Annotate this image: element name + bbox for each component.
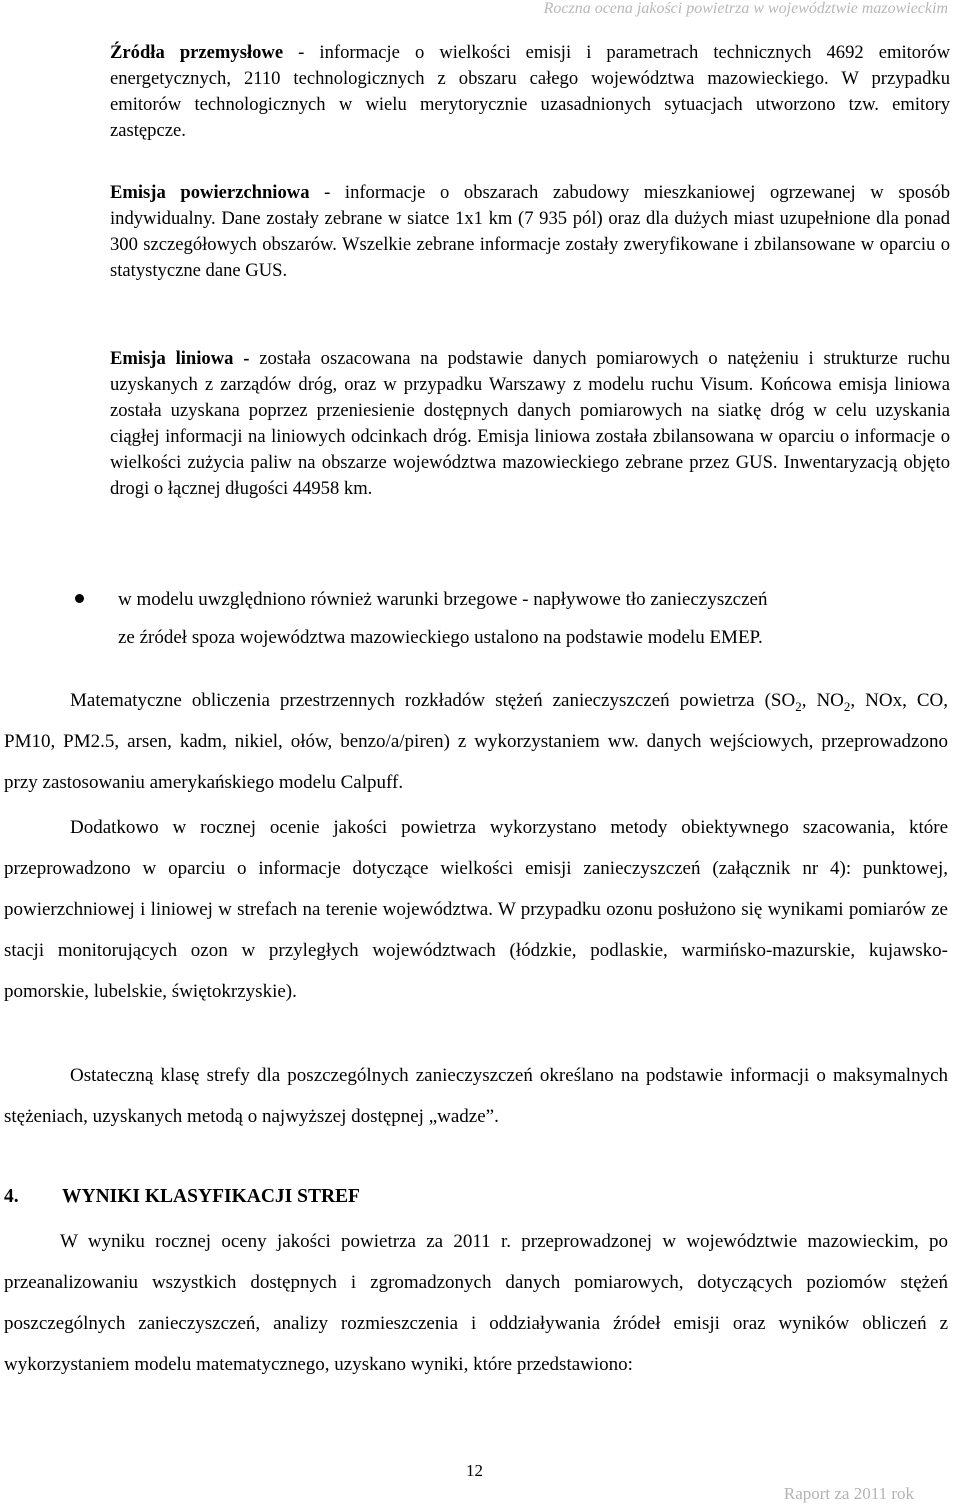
area-emission-text: - informacje o obszarach zabudowy mieszkaniowej ogrzewanej w sposób indywidualny. Dane zostały zebrane w siatce 1x1 km (7 935 pól) oraz dla dużych miast uzupełnione dla ponad 300 szczegółowych obszarów. Wszelkie zebrane informacje zostały zweryfikowane i zbilansowane w oparciu o statystyczne dane GUS. xyxy=(110,182,950,281)
calc-text-part-1: Matematyczne obliczenia przestrzennych rozkładów stężeń zanieczyszczeń powietrza (SO xyxy=(70,690,796,711)
calc-text-part-2: , NO xyxy=(801,690,844,711)
final-class-paragraph: Ostateczną klasę strefy dla poszczególnych zanieczyszczeń określano na podstawie informacji o maksymalnych stężeniach, uzyskanych metodą o najwyższej dostępnej „wadze”. xyxy=(4,1065,948,1127)
industrial-sources-text: - informacje o wielkości emisji i parametrach technicznych 4692 emitorów energetycznych, 2110 technologicznych z obszaru całego województwa mazowieckiego. W przypadku emitorów technologicznych w wielu merytorycznie uzasadnionych sytuacjach utworzono tzw. emitory zastępcze. xyxy=(110,42,951,141)
linear-emission-text: została oszacowana na podstawie danych pomiarowych o natężeniu i strukturze ruchu uzyskanych z zarządów dróg, oraz w przypadku Warszawy z modelu ruchu Visum. Końcowa emisja liniowa została uzyskana poprzez przeniesienie dostępnych danych pomiarowych na siatkę dróg w celu uzyskania ciągłej informacji na liniowych odcinkach dróg. Emisja liniowa została zbilansowana w oparciu o informacje o wielkości zużycia paliw na obszarze województwa mazowieckiego zebrane przez GUS. Inwentaryzacją objęto drogi o łącznej długości 44958 km. xyxy=(110,348,950,499)
objective-estimation-paragraph: Dodatkowo w rocznej ocenie jakości powietrza wykorzystano metody obiektywnego szacowania, które przeprowadzono w oparciu o informacje dotyczące wielkości emisji zanieczyszczeń (załącznik nr 4): punktowej, powierzchniowej i liniowej w strefach na terenie województwa. W przypadku ozonu posłużono się wynikami pomiarów ze stacji monitorujących ozon w przyległych województwach (łódzkie, podlaskie, warmińsko-mazurskie, kujawsko-pomorskie, lubelskie, świętokrzyskie). xyxy=(4,817,948,1002)
no2-subscript: 2 xyxy=(843,698,851,714)
linear-emission-paragraph xyxy=(110,346,950,502)
area-emission-paragraph xyxy=(110,180,950,284)
running-header: Roczna ocena jakości powietrza w województwie mazowieckim xyxy=(543,0,948,17)
calculation-paragraph xyxy=(4,680,948,803)
page-number: 12 xyxy=(466,1461,483,1480)
calc-text-part-3: , NOx, CO, PM10, PM2.5, arsen, kadm, nikiel, ołów, benzo/a/piren) z wykorzystaniem ww. danych wejściowych, przeprowadzono przy zastosowaniu amerykańskiego modelu Calpuff. xyxy=(4,690,948,793)
boundary-conditions-line-1: w modelu uwzględniono również warunki brzegowe - napływowe tło zanieczyszczeń xyxy=(118,589,768,610)
section-heading xyxy=(4,1186,360,1208)
so2-subscript: 2 xyxy=(795,698,802,714)
footer-report-label: Raport za 2011 rok xyxy=(783,1484,914,1503)
results-paragraph: W wyniku rocznej oceny jakości powietrza za 2011 r. przeprowadzonej w województwie mazowieckim, po przeanalizowaniu wszystkich dostępnych i zgromadzonych danych pomiarowych, dotyczących poziomów stężeń poszczególnych zanieczyszczeń, analizy rozmieszczenia i oddziaływania źródeł emisji oraz wyników obliczeń z wykorzystaniem modelu matematycznego, uzyskano wyniki, które przedstawiono: xyxy=(4,1231,948,1375)
bullet-icon xyxy=(75,594,84,603)
industrial-sources-term: Źródła przemysłowe xyxy=(110,42,284,63)
industrial-sources-paragraph xyxy=(110,40,950,144)
section-number: 4. xyxy=(4,1186,19,1207)
section-title: WYNIKI KLASYFIKACJI STREF xyxy=(62,1186,360,1207)
linear-emission-term: Emisja liniowa - xyxy=(110,348,250,369)
boundary-conditions-line-2: ze źródeł spoza województwa mazowieckiego ustalono na podstawie modelu EMEP. xyxy=(118,627,763,648)
area-emission-term: Emisja powierzchniowa xyxy=(110,182,310,203)
